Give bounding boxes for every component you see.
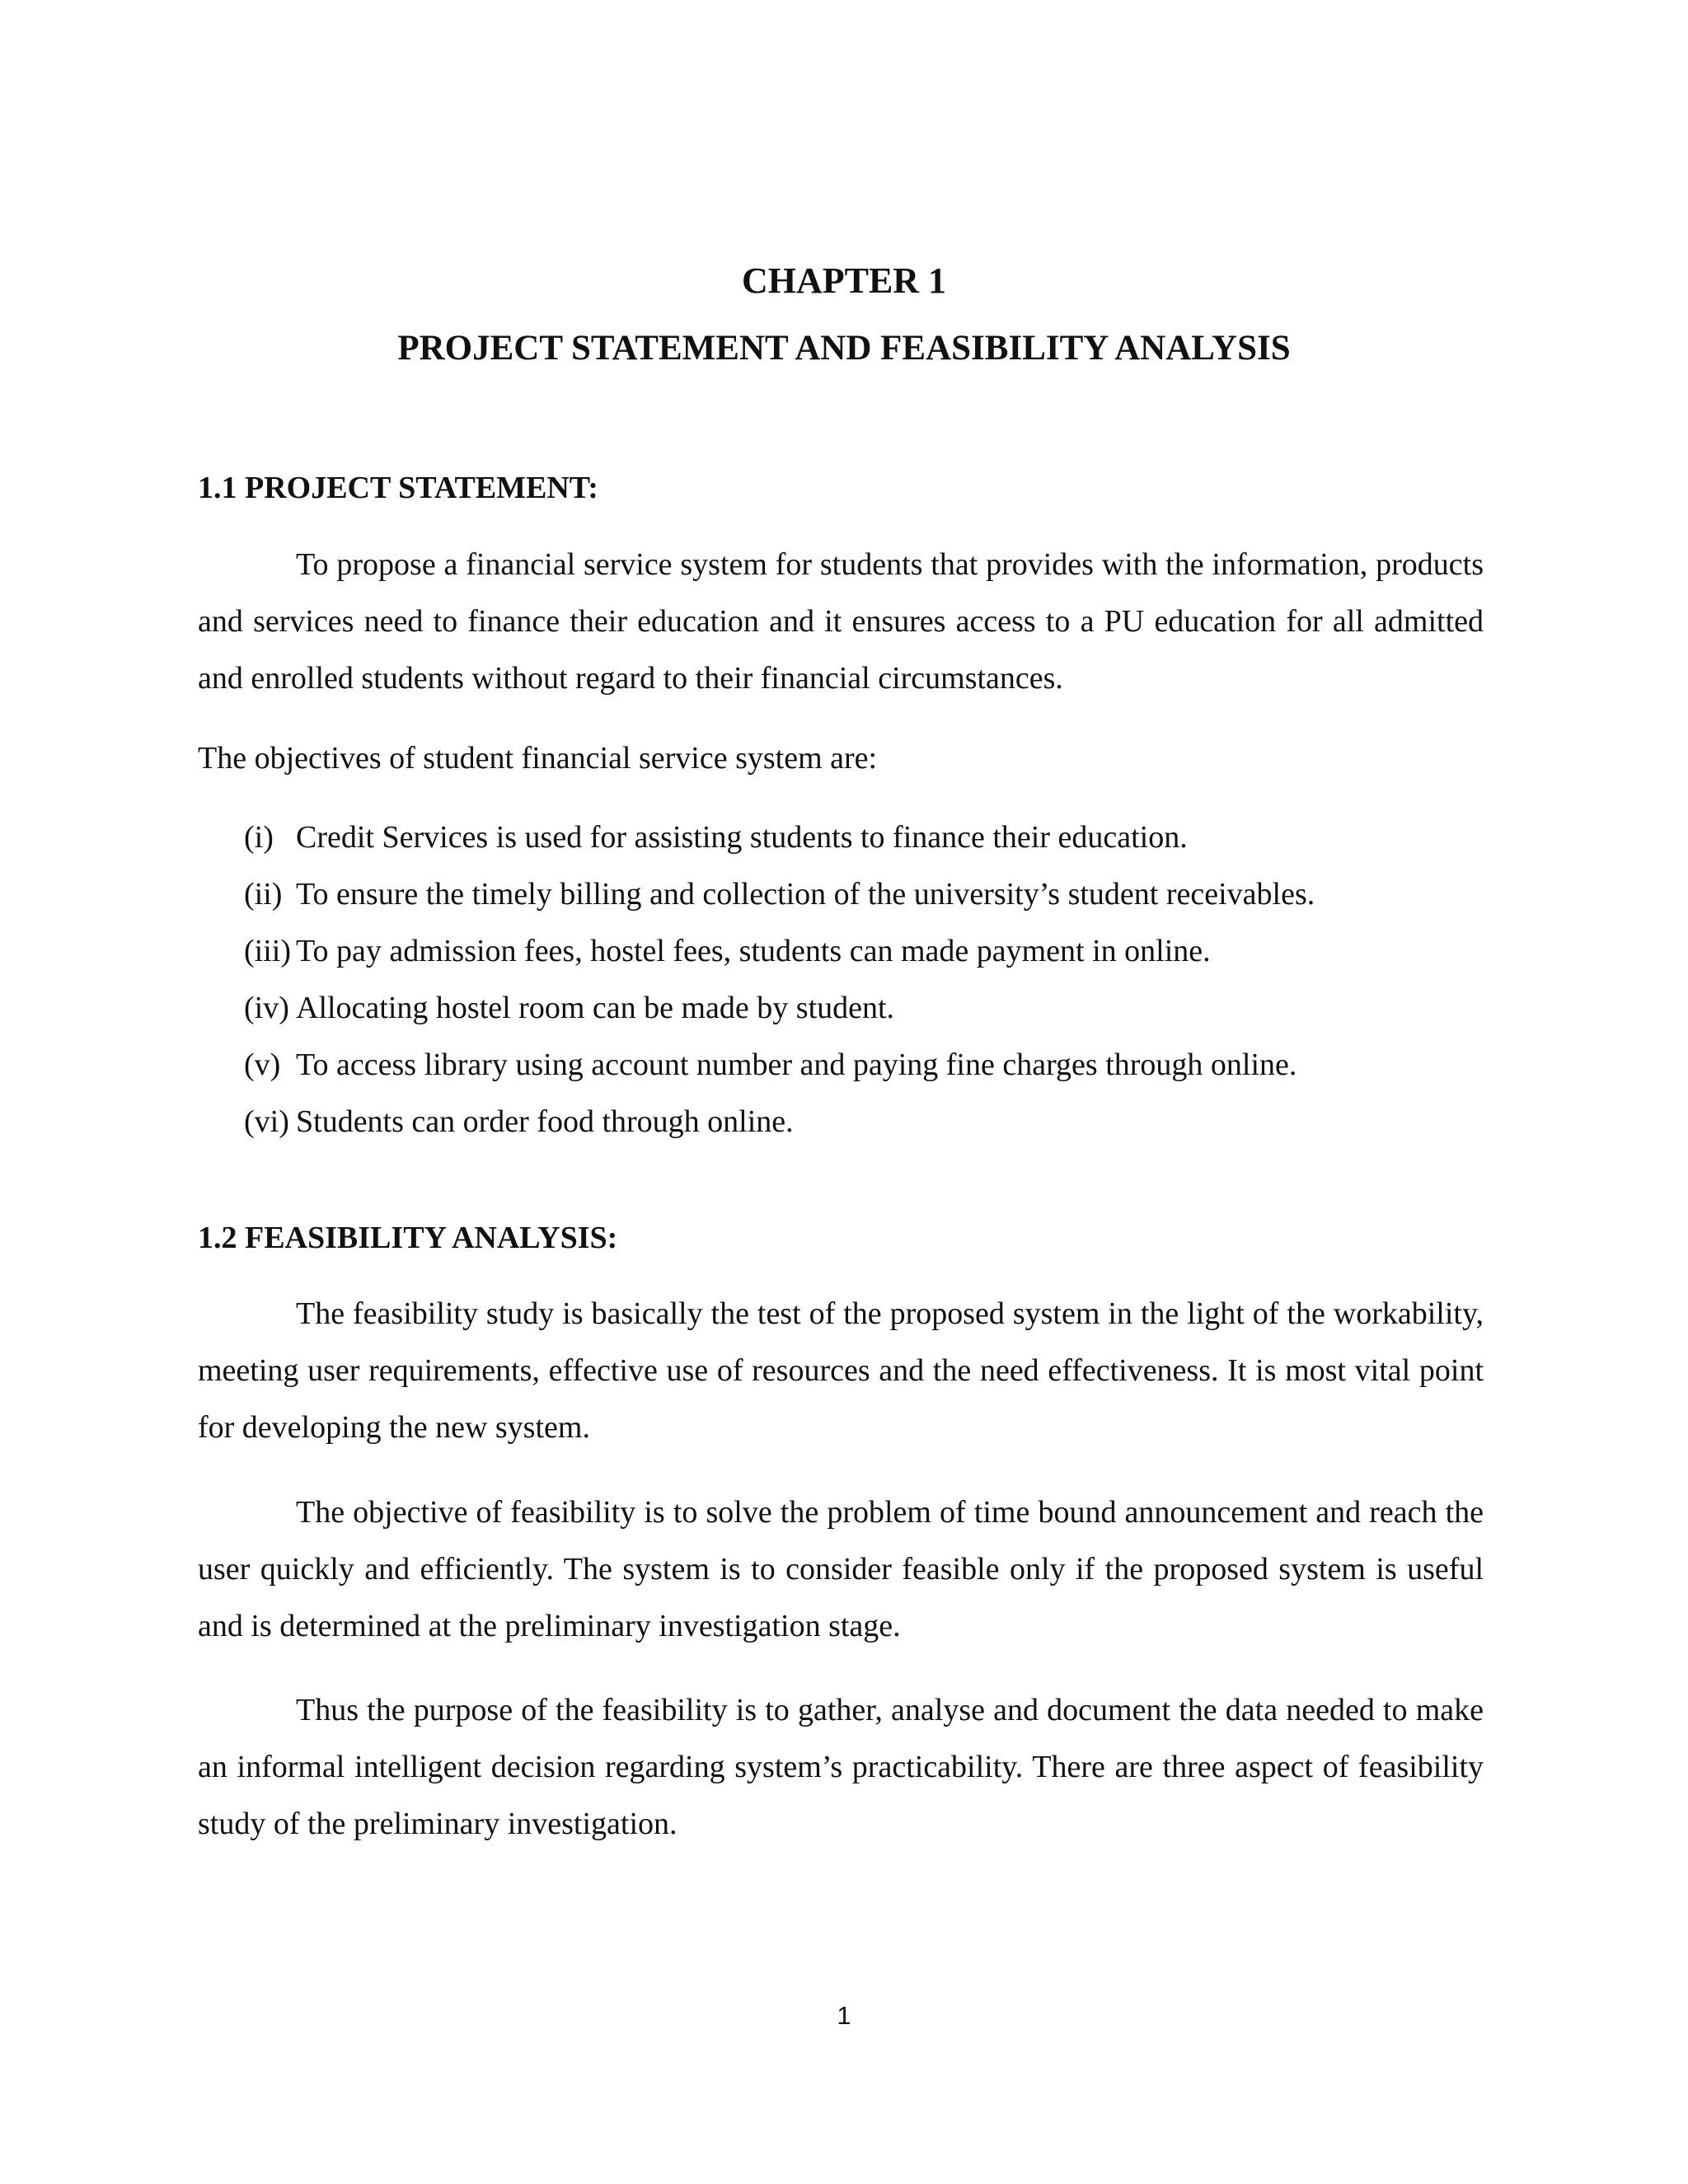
objective-item (244, 987, 1315, 1043)
section-heading-project-statement: 1.1 PROJECT STATEMENT: (198, 471, 598, 505)
objectives-intro: The objectives of student financial service system are: (198, 741, 878, 776)
objective-item (244, 873, 1315, 930)
objective-text: To pay admission fees, hostel fees, students can made payment in online. (296, 934, 1211, 968)
objective-text: Allocating hostel room can be made by student. (296, 991, 895, 1025)
page-number: 1 (837, 2001, 851, 2030)
objective-marker: (iii) (244, 934, 291, 968)
objective-item (244, 930, 1315, 987)
feasibility-paragraph-1: The feasibility study is basically the test of the proposed system in the light of the workability, meeting user requirements, effective use of resources and the need effectiveness. It is most vital point for developing the new system. (198, 1296, 1484, 1445)
objective-marker: (ii) (244, 877, 283, 912)
chapter-title: PROJECT STATEMENT AND FEASIBILITY ANALYSIS (397, 329, 1291, 368)
objective-marker: (vi) (244, 1104, 289, 1139)
section-heading-feasibility-analysis: 1.2 FEASIBILITY ANALYSIS: (198, 1221, 618, 1255)
objective-text: To ensure the timely billing and collection of the university’s student receivables. (296, 877, 1315, 912)
objective-marker: (iv) (244, 991, 289, 1025)
objectives-list (244, 816, 1315, 1157)
feasibility-paragraph-3: Thus the purpose of the feasibility is to gather, analyse and document the data needed to make an informal intelligent decision regarding system’s practicability. There are three aspect of feasibility study of the preliminary investigation. (198, 1693, 1484, 1841)
objective-text: To access library using account number and paying fine charges through online. (296, 1047, 1297, 1082)
objective-text: Credit Services is used for assisting students to finance their education. (296, 820, 1188, 855)
objective-item (244, 1100, 1315, 1157)
project-statement-paragraph: To propose a financial service system for students that provides with the information, products and services need to finance their education and it ensures access to a PU education for all admitted and enrolled students without regard to their financial circumstances. (198, 547, 1484, 696)
objective-marker: (i) (244, 820, 274, 855)
objective-item (244, 816, 1315, 873)
objective-text: Students can order food through online. (296, 1104, 794, 1139)
feasibility-paragraph-2: The objective of feasibility is to solve the problem of time bound announcement and reach the user quickly and efficiently. The system is to consider feasible only if the proposed system is useful and is determined at the preliminary investigation stage. (198, 1495, 1484, 1643)
objective-marker: (v) (244, 1047, 281, 1082)
chapter-number: CHAPTER 1 (741, 260, 947, 301)
objective-item (244, 1043, 1315, 1100)
